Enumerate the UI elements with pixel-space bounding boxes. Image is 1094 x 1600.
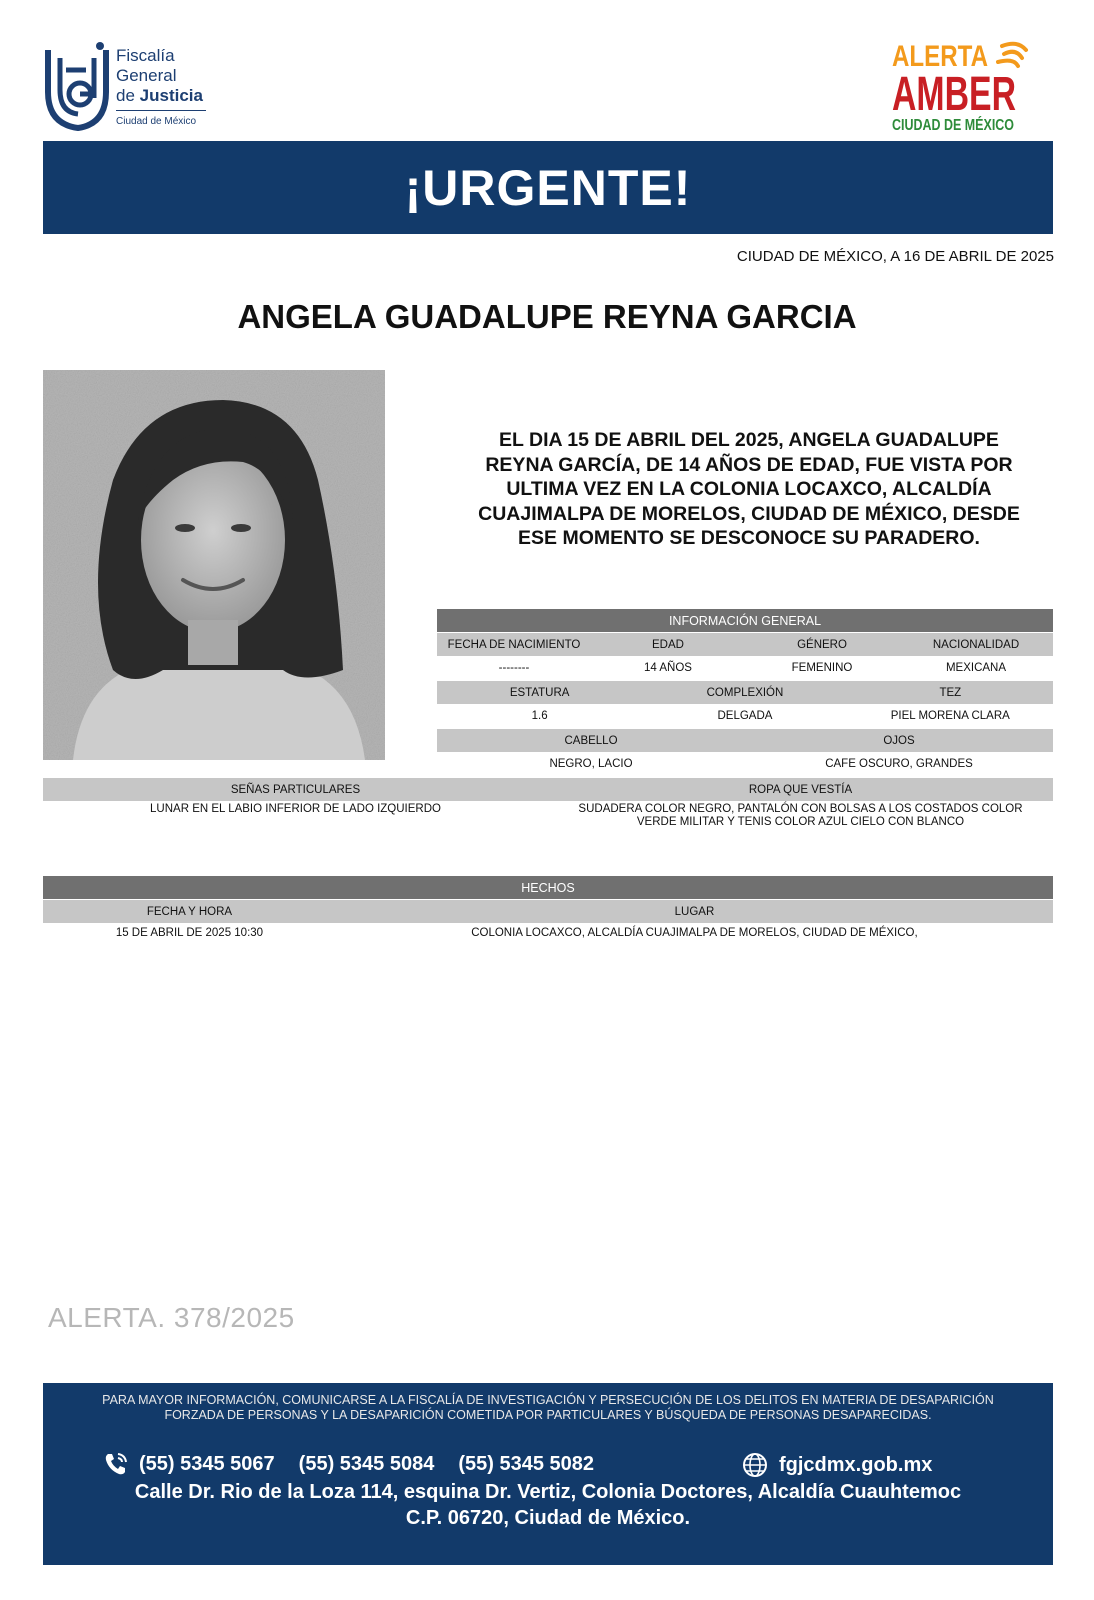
senas-ropa-values xyxy=(43,801,1053,833)
amber-word2: AMBER xyxy=(892,68,1016,121)
label-fecha-nacimiento: FECHA DE NACIMIENTO xyxy=(447,638,581,651)
label-fecha-hora: FECHA Y HORA xyxy=(146,905,233,918)
label-edad: EDAD xyxy=(652,638,684,651)
value-complexion: DELGADA xyxy=(717,710,773,722)
label-estatura: ESTATURA xyxy=(509,686,570,699)
value-genero: FEMENINO xyxy=(791,662,853,674)
footer-note xyxy=(43,1393,1053,1423)
amber-word1: ALERTA xyxy=(892,40,988,73)
label-tez: TEZ xyxy=(939,686,962,699)
alert-number: ALERTA. 378/2025 xyxy=(48,1302,295,1333)
info-row2-labels xyxy=(437,681,1053,704)
label-ojos: OJOS xyxy=(883,734,915,747)
hechos-values xyxy=(43,923,1053,943)
info-row1-values xyxy=(437,657,1053,679)
address-line1: Calle Dr. Rio de la Loza 114, esquina Dr. Vertiz, Colonia Doctores, Alcaldía Cuauhtemoc xyxy=(134,1481,962,1503)
value-fecha-nacimiento: -------- xyxy=(498,662,530,674)
fgj-line3-prefix: de xyxy=(116,86,135,105)
alerta-amber-logo xyxy=(890,36,1049,136)
hechos-labels xyxy=(43,900,1053,923)
fgj-divider xyxy=(116,110,206,111)
phone-number-1[interactable]: (55) 5345 5067 xyxy=(139,1452,275,1475)
phone-icon xyxy=(103,1451,129,1477)
label-cabello: CABELLO xyxy=(564,734,618,747)
info-row1-labels xyxy=(437,633,1053,656)
amber-word3: CIUDAD DE MÉXICO xyxy=(892,117,1049,134)
hechos-title: HECHOS xyxy=(521,880,575,895)
value-fecha-hora: 15 DE ABRIL DE 2025 10:30 xyxy=(115,927,264,939)
fgj-logo xyxy=(42,40,242,132)
footer xyxy=(43,1383,1053,1565)
label-senas-particulares: SEÑAS PARTICULARES xyxy=(230,783,361,796)
person-photo-image xyxy=(43,370,385,760)
info-row2-values xyxy=(437,705,1053,727)
info-general-title: INFORMACIÓN GENERAL xyxy=(668,613,822,628)
info-row3-values xyxy=(437,753,1053,775)
label-lugar: LUGAR xyxy=(674,905,715,918)
fgj-line3 xyxy=(116,86,206,106)
label-ropa: ROPA QUE VESTÍA xyxy=(748,783,853,796)
label-genero: GÉNERO xyxy=(797,638,847,651)
urgent-text: ¡URGENTE! xyxy=(404,159,692,216)
fgj-line4: Ciudad de México xyxy=(116,116,197,127)
phones-line xyxy=(103,1451,594,1477)
fgj-line1: Fiscalía xyxy=(116,46,175,65)
description-line-2: REYNA GARCÍA, DE 14 AÑOS DE EDAD, FUE VISTA POR xyxy=(485,453,1013,476)
person-name: ANGELA GUADALUPE REYNA GARCIA xyxy=(237,298,857,335)
label-complexion: COMPLEXIÓN xyxy=(706,686,784,699)
description xyxy=(448,428,1050,551)
value-estatura: 1.6 xyxy=(531,710,548,722)
fgj-emblem-icon xyxy=(42,40,112,132)
value-cabello: NEGRO, LACIO xyxy=(549,758,633,770)
value-nacionalidad: MEXICANA xyxy=(945,662,1007,674)
description-line-4: CUAJIMALPA DE MORELOS, CIUDAD DE MÉXICO, DESDE xyxy=(478,502,1020,525)
hechos-header xyxy=(43,876,1053,899)
amber-wave-icon xyxy=(998,44,1026,66)
description-line-1: EL DIA 15 DE ABRIL DEL 2025, ANGELA GUADALUPE xyxy=(499,429,999,451)
description-line-3: ULTIMA VEZ EN LA COLONIA LOCAXCO, ALCALDÍA xyxy=(506,478,992,500)
address-line2: C.P. 06720, Ciudad de México. xyxy=(405,1507,691,1529)
value-tez: PIEL MORENA CLARA xyxy=(890,710,1010,722)
info-row3-labels xyxy=(437,729,1053,752)
senas-ropa-header xyxy=(43,778,1053,801)
fgj-line2: General xyxy=(116,66,177,85)
person-photo xyxy=(43,370,385,760)
fgj-wordmark xyxy=(116,46,206,127)
website-link[interactable]: fgjcdmx.gob.mx xyxy=(779,1453,933,1476)
value-edad: 14 AÑOS xyxy=(644,662,692,674)
footer-note-line1: PARA MAYOR INFORMACIÓN, COMUNICARSE A LA FISCALÍA DE INVESTIGACIÓN Y PERSECUCIÓN DE LOS DELITOS EN MATERIA DE DESAPARICIÓN xyxy=(102,1393,994,1407)
description-line-5: ESE MOMENTO SE DESCONOCE SU PARADERO. xyxy=(518,527,980,549)
globe-icon xyxy=(741,1451,769,1479)
phone-number-3[interactable]: (55) 5345 5082 xyxy=(458,1452,595,1475)
value-senas-particulares: LUNAR EN EL LABIO INFERIOR DE LADO IZQUIERDO xyxy=(150,803,441,815)
fgj-line3-bold: Justicia xyxy=(139,86,203,105)
alerta-amber-emblem xyxy=(890,36,1049,136)
phone-number-2[interactable]: (55) 5345 5084 xyxy=(298,1452,435,1475)
website-line xyxy=(741,1451,932,1479)
date-line: CIUDAD DE MÉXICO, A 16 DE ABRIL DE 2025 xyxy=(736,248,1054,265)
urgent-banner xyxy=(43,141,1053,234)
value-lugar: COLONIA LOCAXCO, ALCALDÍA CUAJIMALPA DE MORELOS, CIUDAD DE MÉXICO, xyxy=(471,927,918,939)
label-nacionalidad: NACIONALIDAD xyxy=(932,638,1020,651)
info-general-header xyxy=(437,609,1053,632)
footer-note-line2: FORZADA DE PERSONAS Y LA DESAPARICIÓN COMETIDA POR PARTICULARES Y BÚSQUEDA DE PERSONAS DESAPARECIDAS. xyxy=(164,1408,932,1422)
value-ojos: CAFE OSCURO, GRANDES xyxy=(825,758,973,770)
value-ropa xyxy=(548,801,1053,829)
value-ropa-line1: SUDADERA COLOR NEGRO, PANTALÓN CON BOLSAS A LOS COSTADOS COLOR xyxy=(578,803,1023,815)
value-ropa-line2: VERDE MILITAR Y TENIS COLOR AZUL CIELO CON BLANCO xyxy=(636,816,965,828)
